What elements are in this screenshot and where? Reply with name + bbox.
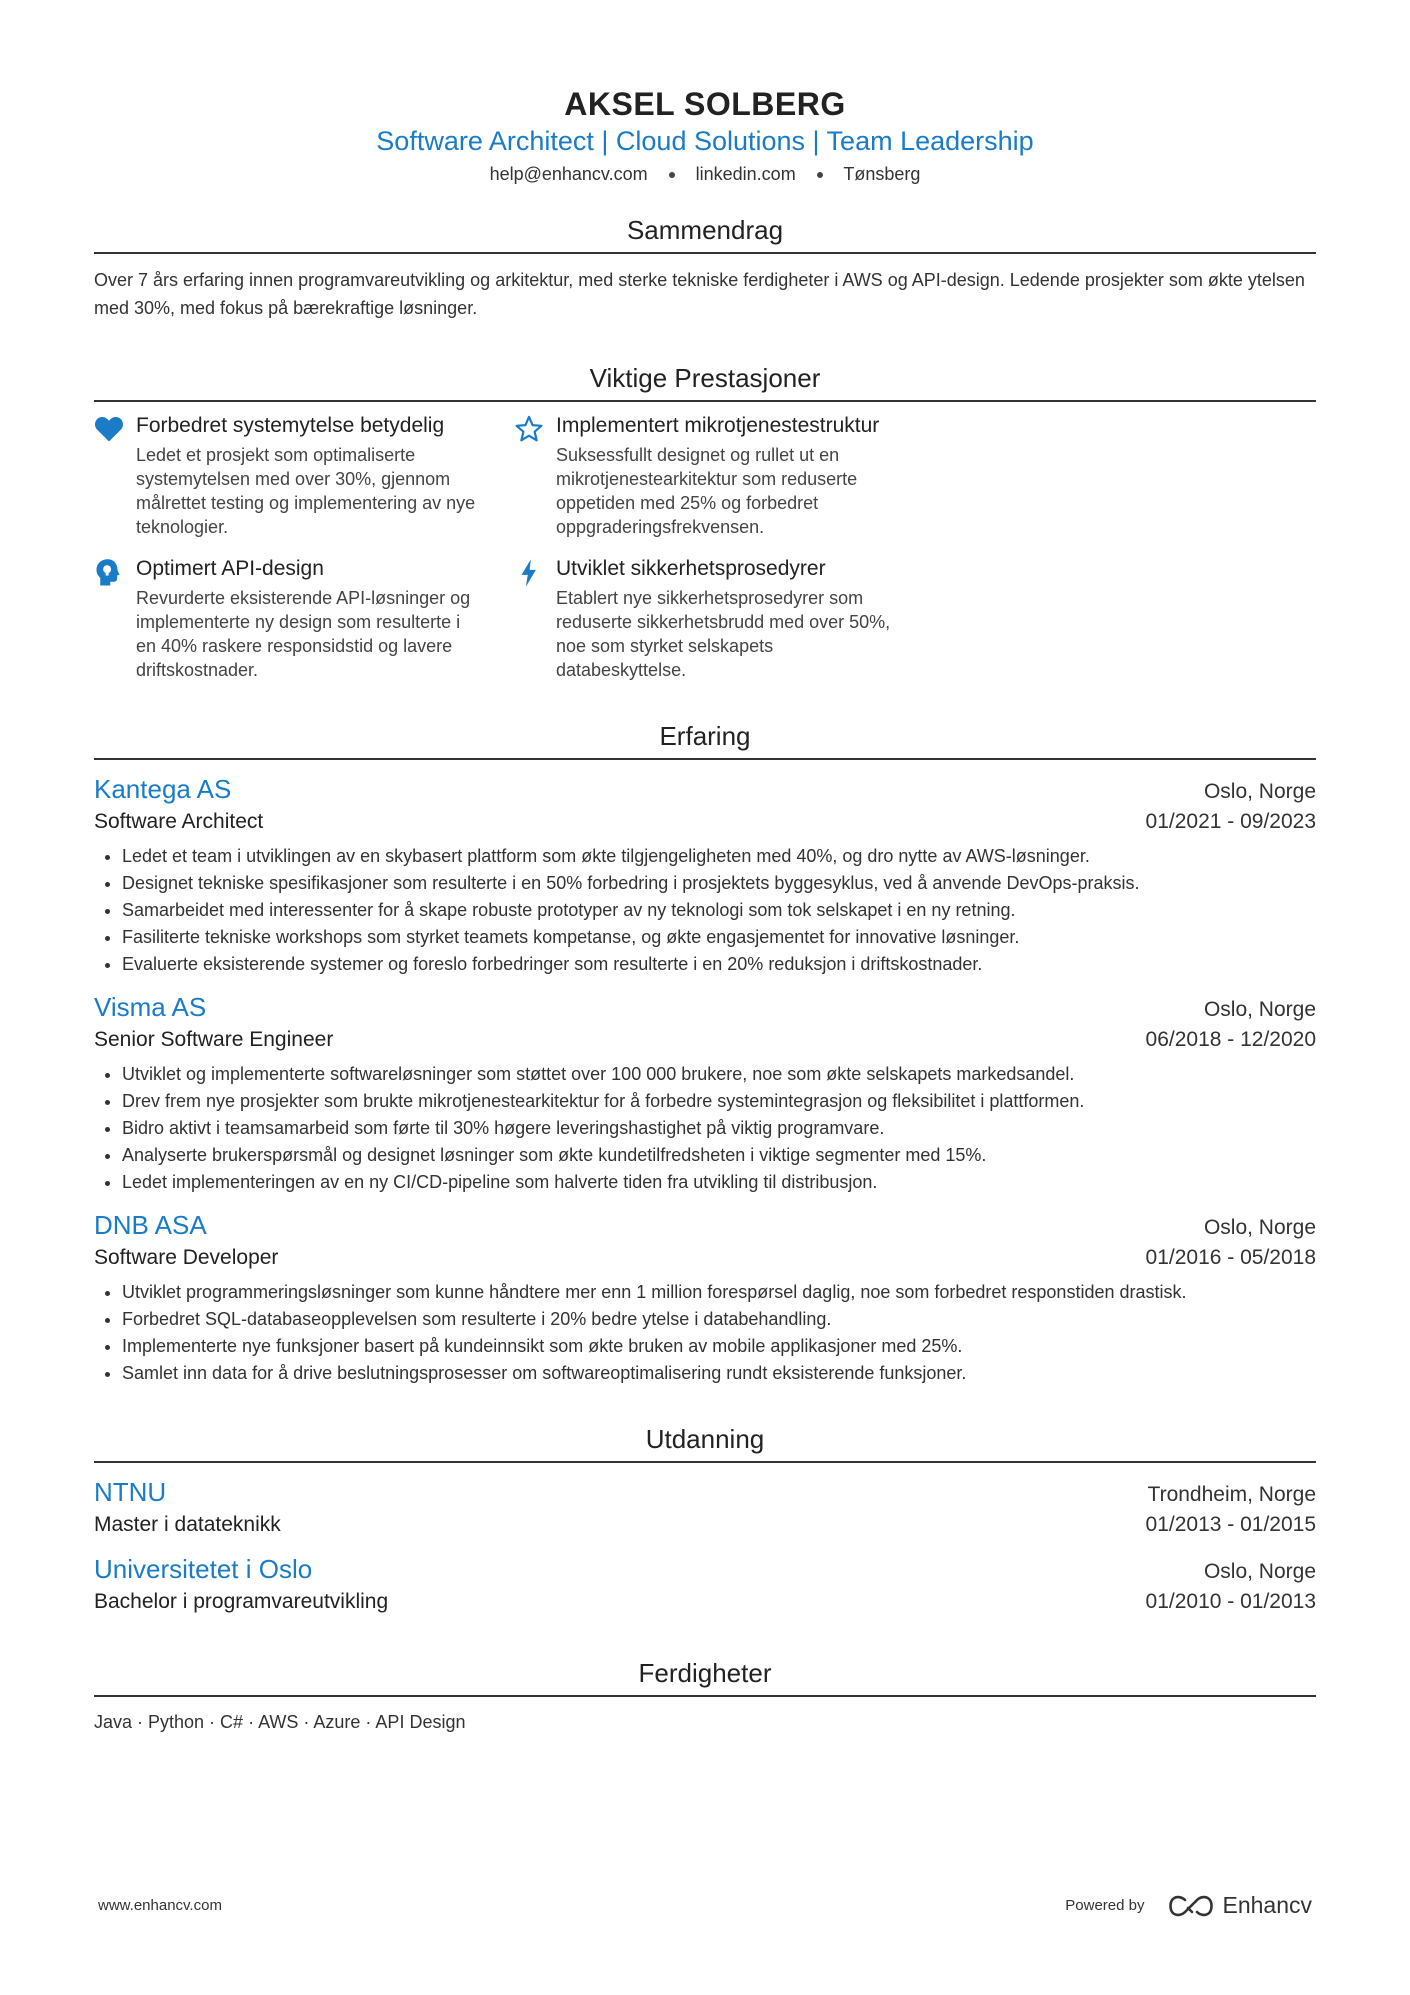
job-dates: 06/2018 - 12/2020 — [1145, 1028, 1316, 1051]
lightning-icon — [514, 555, 556, 682]
education-entry — [94, 1552, 1316, 1617]
brand-name: Enhancv — [1222, 1892, 1312, 1918]
achievement-title: Optimert API-design — [136, 557, 324, 580]
degree: Bachelor i programvareutvikling — [94, 1590, 389, 1613]
section-title-skills: Ferdigheter — [94, 1657, 1316, 1697]
star-icon — [514, 412, 556, 539]
brand-logo[interactable] — [1168, 1892, 1312, 1919]
head-idea-icon — [94, 555, 136, 682]
summary-text: Over 7 års erfaring innen programvareutvikling og arkitektur, med sterke tekniske ferdigheter i AWS og API-design. Ledende prosjekter som økte ytelsen med 30%, med fokus på bærekraftige løsninger. — [94, 270, 1305, 318]
heart-icon — [94, 412, 136, 539]
job-entry — [94, 772, 1316, 978]
achievement-item — [514, 412, 934, 539]
achievements-section — [94, 362, 1316, 698]
achievement-desc: Ledet et prosjekt som optimaliserte systemytelsen med over 30%, gjennom målrettet testing og implementering av nye teknologier. — [136, 445, 476, 537]
education-dates: 01/2010 - 01/2013 — [1145, 1590, 1316, 1613]
education-section — [94, 1423, 1316, 1617]
company-name[interactable]: Visma AS — [94, 992, 207, 1022]
list-item: • Implementerte nye funksjoner basert på kundeinnsikt som økte bruken av mobile applikasjoner med 25%. — [122, 1333, 1316, 1360]
powered-by-label: Powered by — [1065, 1897, 1145, 1914]
page-footer — [98, 1892, 1312, 1919]
job-location: Oslo, Norge — [1203, 1216, 1316, 1239]
separator-dot — [669, 172, 675, 178]
section-title-summary: Sammendrag — [94, 214, 1316, 254]
achievement-desc: Etablert nye sikkerhetsprosedyrer som reduserte sikkerhetsbrudd med over 50%, noe som styrket selskapets databeskyttelse. — [556, 588, 891, 680]
school-name[interactable]: NTNU — [94, 1477, 167, 1507]
job-bullets — [94, 1061, 1316, 1196]
summary-section — [94, 214, 1316, 322]
resume-content — [94, 0, 1316, 1735]
school-name[interactable]: Universitetet i Oslo — [94, 1554, 313, 1584]
list-item: • Forbedret SQL-databaseopplevelsen som resulterte i 20% bedre ytelse i databehandling. — [122, 1306, 1316, 1333]
email-link[interactable]: help@enhancv.com — [489, 164, 648, 184]
skills-list: Java · Python · C# · AWS · Azure · API Design — [94, 1712, 466, 1732]
achievement-item — [94, 555, 514, 682]
achievement-item — [514, 555, 934, 682]
job-location: Oslo, Norge — [1203, 998, 1316, 1021]
section-title-achievements: Viktige Prestasjoner — [94, 362, 1316, 402]
enhancv-logo-icon — [1168, 1895, 1214, 1917]
degree: Master i datateknikk — [94, 1513, 281, 1536]
list-item: • Designet tekniske spesifikasjoner som resulterte i en 50% forbedring i prosjektets byggesyklus, ved å anvende DevOps-praksis. — [122, 870, 1316, 897]
achievement-desc: Revurderte eksisterende API-løsninger og implementerte ny design som resulterte i en 40% raskere responsidstid og lavere driftskostnader. — [136, 588, 471, 680]
list-item: • Drev frem nye prosjekter som brukte mikrotjenestearkitektur for å forbedre systemintegrasjon og fleksibilitet i plattformen. — [122, 1088, 1316, 1115]
separator-dot — [817, 172, 823, 178]
company-name[interactable]: Kantega AS — [94, 774, 232, 804]
job-location: Oslo, Norge — [1203, 780, 1316, 803]
experience-section — [94, 720, 1316, 1387]
candidate-headline: Software Architect | Cloud Solutions | Team Leadership — [376, 126, 1034, 156]
job-role: Senior Software Engineer — [94, 1028, 334, 1051]
list-item: • Analyserte brukerspørsmål og designet løsninger som økte kundetilfredsheten i viktige segmenter med 15%. — [122, 1142, 1316, 1169]
education-entry — [94, 1475, 1316, 1540]
resume-header — [94, 0, 1316, 186]
job-dates: 01/2016 - 05/2018 — [1145, 1246, 1316, 1269]
linkedin-link[interactable]: linkedin.com — [695, 164, 796, 184]
job-entry — [94, 990, 1316, 1196]
list-item: • Utviklet og implementerte softwareløsninger som støttet over 100 000 brukere, noe som økte selskapets markedsandel. — [122, 1061, 1316, 1088]
powered-by — [1065, 1892, 1312, 1919]
candidate-name: AKSEL SOLBERG — [564, 86, 846, 122]
list-item: • Bidro aktivt i teamsamarbeid som førte til 30% høgere leveringshastighet på viktig programvare. — [122, 1115, 1316, 1142]
school-location: Oslo, Norge — [1203, 1560, 1316, 1583]
achievement-desc: Suksessfullt designet og rullet ut en mikrotjenestearkitektur som reduserte oppetiden med 25% og forbedret oppgraderingsfrekvensen. — [556, 445, 858, 537]
list-item: • Samarbeidet med interessenter for å skape robuste prototyper av ny teknologi som tok selskapet i en ny retning. — [122, 897, 1316, 924]
skills-section — [94, 1657, 1316, 1735]
location-text: Tønsberg — [843, 164, 921, 184]
list-item: • Utviklet programmeringsløsninger som kunne håndtere mer enn 1 million forespørsel daglig, noe som forbedret responstiden drastisk. — [122, 1279, 1316, 1306]
section-title-experience: Erfaring — [94, 720, 1316, 760]
footer-website-link[interactable]: www.enhancv.com — [98, 1897, 222, 1914]
list-item: • Fasiliterte tekniske workshops som styrket teamets kompetanse, og økte engasjementet for innovative løsninger. — [122, 924, 1316, 951]
school-location: Trondheim, Norge — [1147, 1483, 1316, 1506]
achievement-title: Implementert mikrotjenestestruktur — [556, 414, 880, 437]
achievement-title: Utviklet sikkerhetsprosedyrer — [556, 557, 826, 580]
list-item: • Ledet implementeringen av en ny CI/CD-pipeline som halverte tiden fra utvikling til distribusjon. — [122, 1169, 1316, 1196]
list-item: • Samlet inn data for å drive beslutningsprosesser om softwareoptimalisering rundt eksisterende funksjoner. — [122, 1360, 1316, 1387]
job-dates: 01/2021 - 09/2023 — [1145, 810, 1316, 833]
job-role: Software Developer — [94, 1246, 279, 1269]
section-title-education: Utdanning — [94, 1423, 1316, 1463]
job-entry — [94, 1208, 1316, 1387]
achievement-item — [94, 412, 514, 539]
achievement-title: Forbedret systemytelse betydelig — [136, 414, 445, 437]
contact-line — [94, 162, 1316, 186]
job-bullets — [94, 1279, 1316, 1387]
achievements-grid — [94, 412, 1316, 698]
job-role: Software Architect — [94, 810, 264, 833]
list-item: • Ledet et team i utviklingen av en skybasert plattform som økte tilgjengeligheten med 40%, og dro nytte av AWS-løsninger. — [122, 843, 1316, 870]
company-name[interactable]: DNB ASA — [94, 1210, 207, 1240]
education-dates: 01/2013 - 01/2015 — [1145, 1513, 1316, 1536]
list-item: • Evaluerte eksisterende systemer og foreslo forbedringer som resulterte i en 20% reduksjon i driftskostnader. — [122, 951, 1316, 978]
job-bullets — [94, 843, 1316, 978]
